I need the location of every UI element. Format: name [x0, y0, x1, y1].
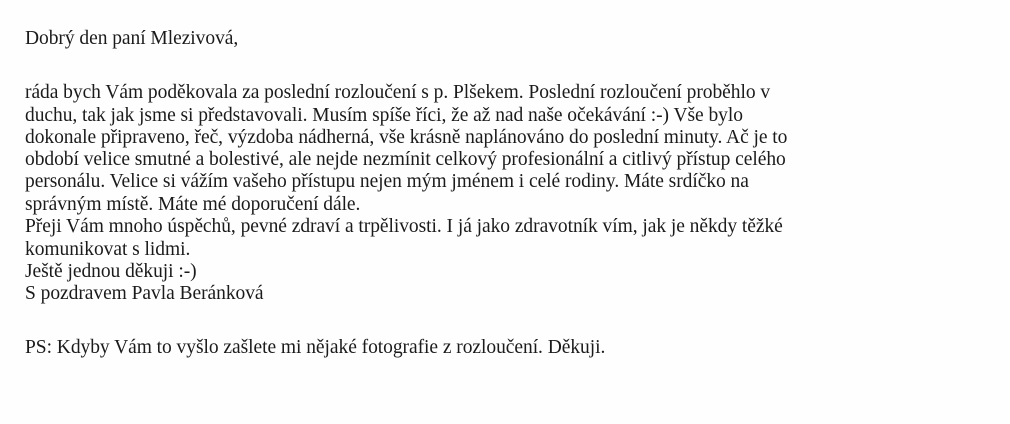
signature-line: S pozdravem Pavla Beránková	[25, 283, 264, 304]
body-line: duchu, tak jak jsme si představovali. Musím spíše říci, že až nad naše očekávání :-) Vše bylo	[25, 105, 743, 126]
body-line: Ještě jednou děkuji :-)	[25, 261, 197, 282]
body-line: komunikovat s lidmi.	[25, 239, 191, 260]
postscript-text: PS: Kdyby Vám to vyšlo zašlete mi nějaké fotografie z rozloučení. Děkuji.	[25, 337, 606, 358]
greeting-text: Dobrý den paní Mlezivová,	[25, 28, 239, 49]
body-line: personálu. Velice si vážím vašeho přístupu nejen mým jménem i celé rodiny. Máte srdíčko na	[25, 171, 749, 192]
body-line: Přeji Vám mnoho úspěchů, pevné zdraví a trpělivosti. I já jako zdravotník vím, jak je někdy těžké	[25, 216, 783, 237]
body-line: správným místě. Máte mé doporučení dále.	[25, 194, 361, 215]
body-line: období velice smutné a bolestivé, ale nejde nezmínit celkový profesionální a citlivý přístup celého	[25, 149, 786, 170]
body-line: ráda bych Vám poděkovala za poslední rozloučení s p. Plšekem. Poslední rozloučení proběhlo v	[25, 82, 771, 103]
body-line: dokonale připraveno, řeč, výzdoba nádherná, vše krásně naplánováno do poslední minuty. Ač je to	[25, 127, 788, 148]
